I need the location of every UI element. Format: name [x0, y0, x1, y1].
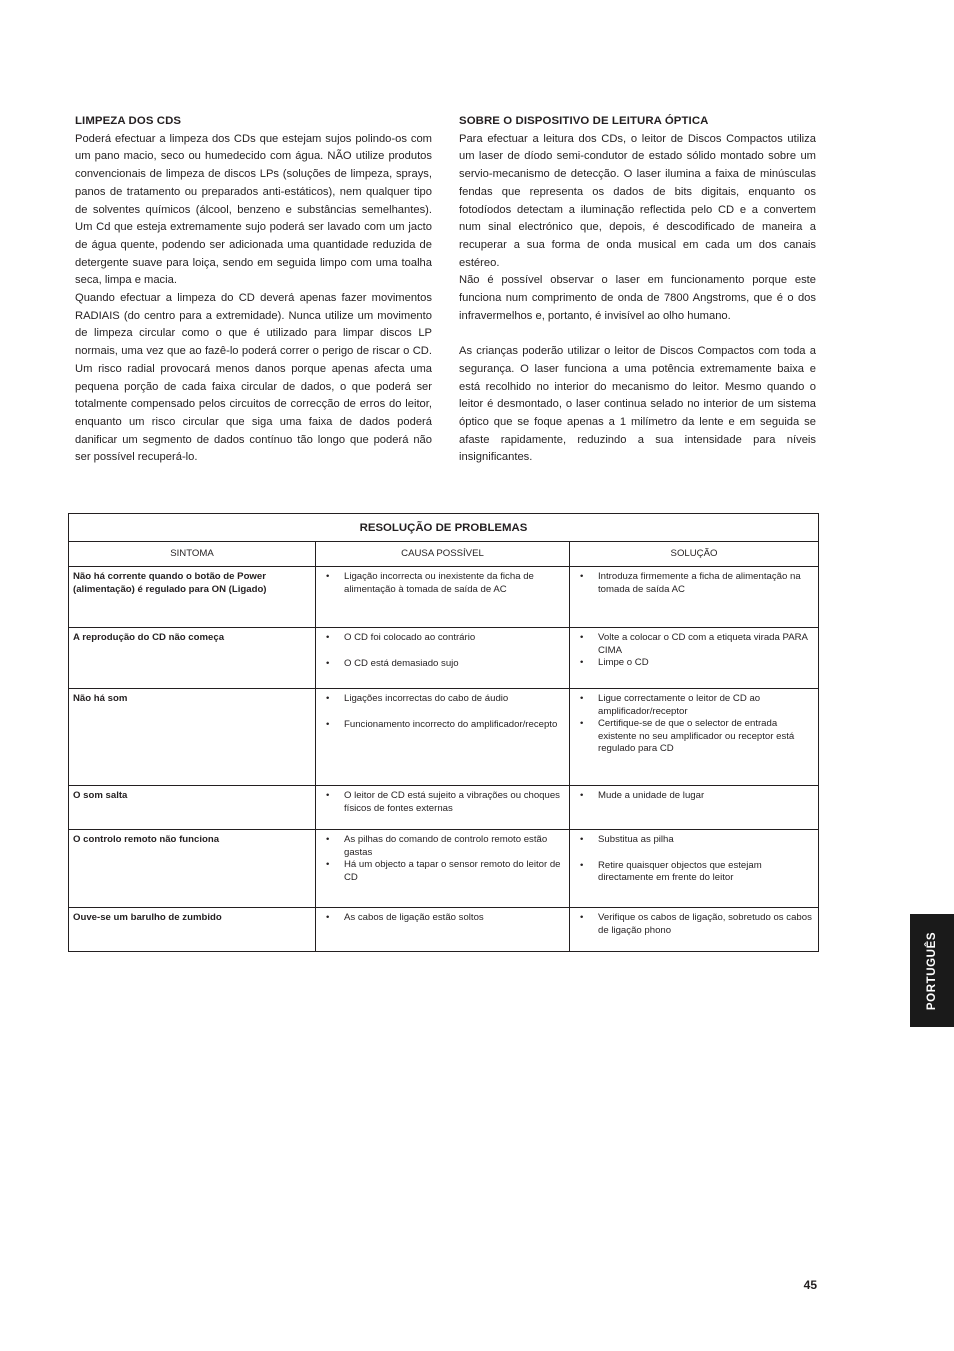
- troubleshooting-table: [68, 513, 819, 952]
- table-row: [69, 786, 819, 830]
- optical-pickup-paragraph-3: As crianças poderão utilizar o leitor de Discos Compactos com toda a segurança. O laser funciona a uma potência extremamente baixa e está recolhido no interior do mecanismo do leitor. Mesmo quando o leitor é desmontado, o laser continua selado no interior de um sistema óptico que se foque apenas a 1 milímetro da lente e em seguida se afaste rapidamente, reduzindo a sua intensidade para níveis insignificantes.: [459, 345, 816, 464]
- cause-item: • O CD foi colocado ao contrário: [326, 632, 563, 645]
- solution-item: • Limpe o CD: [580, 657, 812, 670]
- paragraph-gap: [459, 325, 816, 343]
- solution-item: • Ligue correctamente o leitor de CD ao amplificador/receptor: [580, 693, 812, 718]
- cause-item: • Ligações incorrectas do cabo de áudio: [326, 693, 563, 706]
- optical-pickup-paragraph-1: Para efectuar a leitura dos CDs, o leitor de Discos Compactos utiliza um laser de díodo semi-condutor de estado sólido montado sobre um servio-mecanismo de detecção. O laser ilumina a faixa de minúsculas fendas que representa os dados de bits digitais, enquanto os fotodíodos detectam a iluminação reflectida pelo CD e a convertem num sinal electrónico que, depois, é descodificado de maneira a recuperar a sua forma de onda musical em cada um dos canais estéreo.: [459, 132, 816, 269]
- symptom-cell: Não há corrente quando o botão de Power (alimentação) é regulado para ON (Ligado): [69, 567, 316, 628]
- solution-cell: [570, 786, 819, 830]
- right-column: [459, 113, 816, 467]
- cause-item: • Ligação incorrecta ou inexistente da ficha de alimentação à tomada de saída de AC: [326, 571, 563, 596]
- solution-cell: [570, 628, 819, 689]
- symptom-cell: A reprodução do CD não começa: [69, 628, 316, 689]
- cause-cell: [316, 628, 570, 689]
- cause-item: • Funcionamento incorrecto do amplificador/recepto: [326, 719, 563, 732]
- solution-item: • Mude a unidade de lugar: [580, 790, 812, 803]
- solution-item: • Volte a colocar o CD com a etiqueta virada PARA CIMA: [580, 632, 812, 657]
- table-title: RESOLUÇÃO DE PROBLEMAS: [69, 514, 819, 542]
- solution-item: • Introduza firmemente a ficha de alimentação na tomada de saída AC: [580, 571, 812, 596]
- cd-cleaning-paragraph-2: Quando efectuar a limpeza do CD deverá apenas fazer movimentos RADIAIS (do centro para a extremidade). Nunca utilize um movimento de limpeza circular como o que é utilizado para limpar discos LP normais, uma vez que ao fazê-lo poderá correr o perigo de riscar o CD. Um risco radial provocará menos danos porque apenas afecta uma pequena porção de cada faixa circular de dados, o que poderá ser totalmente compensado pelos circuitos de correcção de erros do leitor, enquanto um risco circular que siga uma faixa de dados poderá danificar um segmento de dados contínuo tão longo que poderá não ser possível recuperá-lo.: [75, 292, 432, 464]
- cause-cell: [316, 830, 570, 908]
- cause-cell: [316, 567, 570, 628]
- optical-pickup-paragraph-2: Não é possível observar o laser em funcionamento porque este funciona num comprimento de onda de 7800 Angstroms, que é o dos infravermelhos e, portanto, é invisível ao olho humano.: [459, 274, 816, 322]
- language-side-tab: [910, 914, 954, 1027]
- cause-cell: [316, 908, 570, 952]
- solution-item: • Substitua as pilha: [580, 834, 812, 847]
- left-column: [75, 113, 432, 467]
- solution-cell: [570, 908, 819, 952]
- solution-cell: [570, 689, 819, 786]
- table-row: [69, 628, 819, 689]
- symptom-cell: Ouve-se um barulho de zumbido: [69, 908, 316, 952]
- solution-item: • Certifique-se de que o selector de entrada existente no seu amplificador ou receptor está regulado para CD: [580, 718, 812, 756]
- symptom-cell: O controlo remoto não funciona: [69, 830, 316, 908]
- language-label: PORTUGUÊS: [926, 931, 938, 1010]
- cause-cell: [316, 689, 570, 786]
- symptom-cell: O som salta: [69, 786, 316, 830]
- cd-cleaning-paragraph-1: Poderá efectuar a limpeza dos CDs que estejam sujos polindo-os com um pano macio, seco ou humedecido com água. NÃO utilize produtos convencionais de limpeza de discos LPs (soluções de limpeza, sprays, panos de tratamento ou preparados anti-estáticos), nem qualquer tipo de solventes químicos (álcool, benzeno e substâncias semelhantes). Um Cd que esteja extremamente sujo poderá ser lavado com um jacto de água quente, podendo ser adicionada uma quantidade reduzida de detergente suave para loiça, sendo em seguida limpo com uma toalha seca, limpa e macia.: [75, 132, 432, 287]
- column-header-solution: SOLUÇÃO: [570, 542, 819, 567]
- cause-item: • As pilhas do comando de controlo remoto estão gastas: [326, 834, 563, 859]
- cause-item: • As cabos de ligação estão soltos: [326, 912, 563, 925]
- column-header-cause: CAUSA POSSÍVEL: [316, 542, 570, 567]
- table-row: [69, 567, 819, 628]
- cause-cell: [316, 786, 570, 830]
- cause-item: • O CD está demasiado sujo: [326, 658, 563, 671]
- solution-cell: [570, 830, 819, 908]
- table-row: [69, 689, 819, 786]
- cd-cleaning-heading: LIMPEZA DOS CDS: [75, 115, 182, 127]
- table-row: [69, 908, 819, 952]
- page-number: 45: [803, 1278, 817, 1292]
- table-row: [69, 830, 819, 908]
- solution-item: • Retire quaisquer objectos que estejam directamente em frente do leitor: [580, 860, 812, 885]
- solution-item: • Verifique os cabos de ligação, sobretudo os cabos de ligação phono: [580, 912, 812, 937]
- cause-item: • Há um objecto a tapar o sensor remoto do leitor de CD: [326, 859, 563, 884]
- optical-pickup-heading: SOBRE O DISPOSITIVO DE LEITURA ÓPTICA: [459, 115, 709, 127]
- column-header-symptom: SINTOMA: [69, 542, 316, 567]
- symptom-cell: Não há som: [69, 689, 316, 786]
- cause-item: • O leitor de CD está sujeito a vibrações ou choques físicos de fontes externas: [326, 790, 563, 815]
- solution-cell: [570, 567, 819, 628]
